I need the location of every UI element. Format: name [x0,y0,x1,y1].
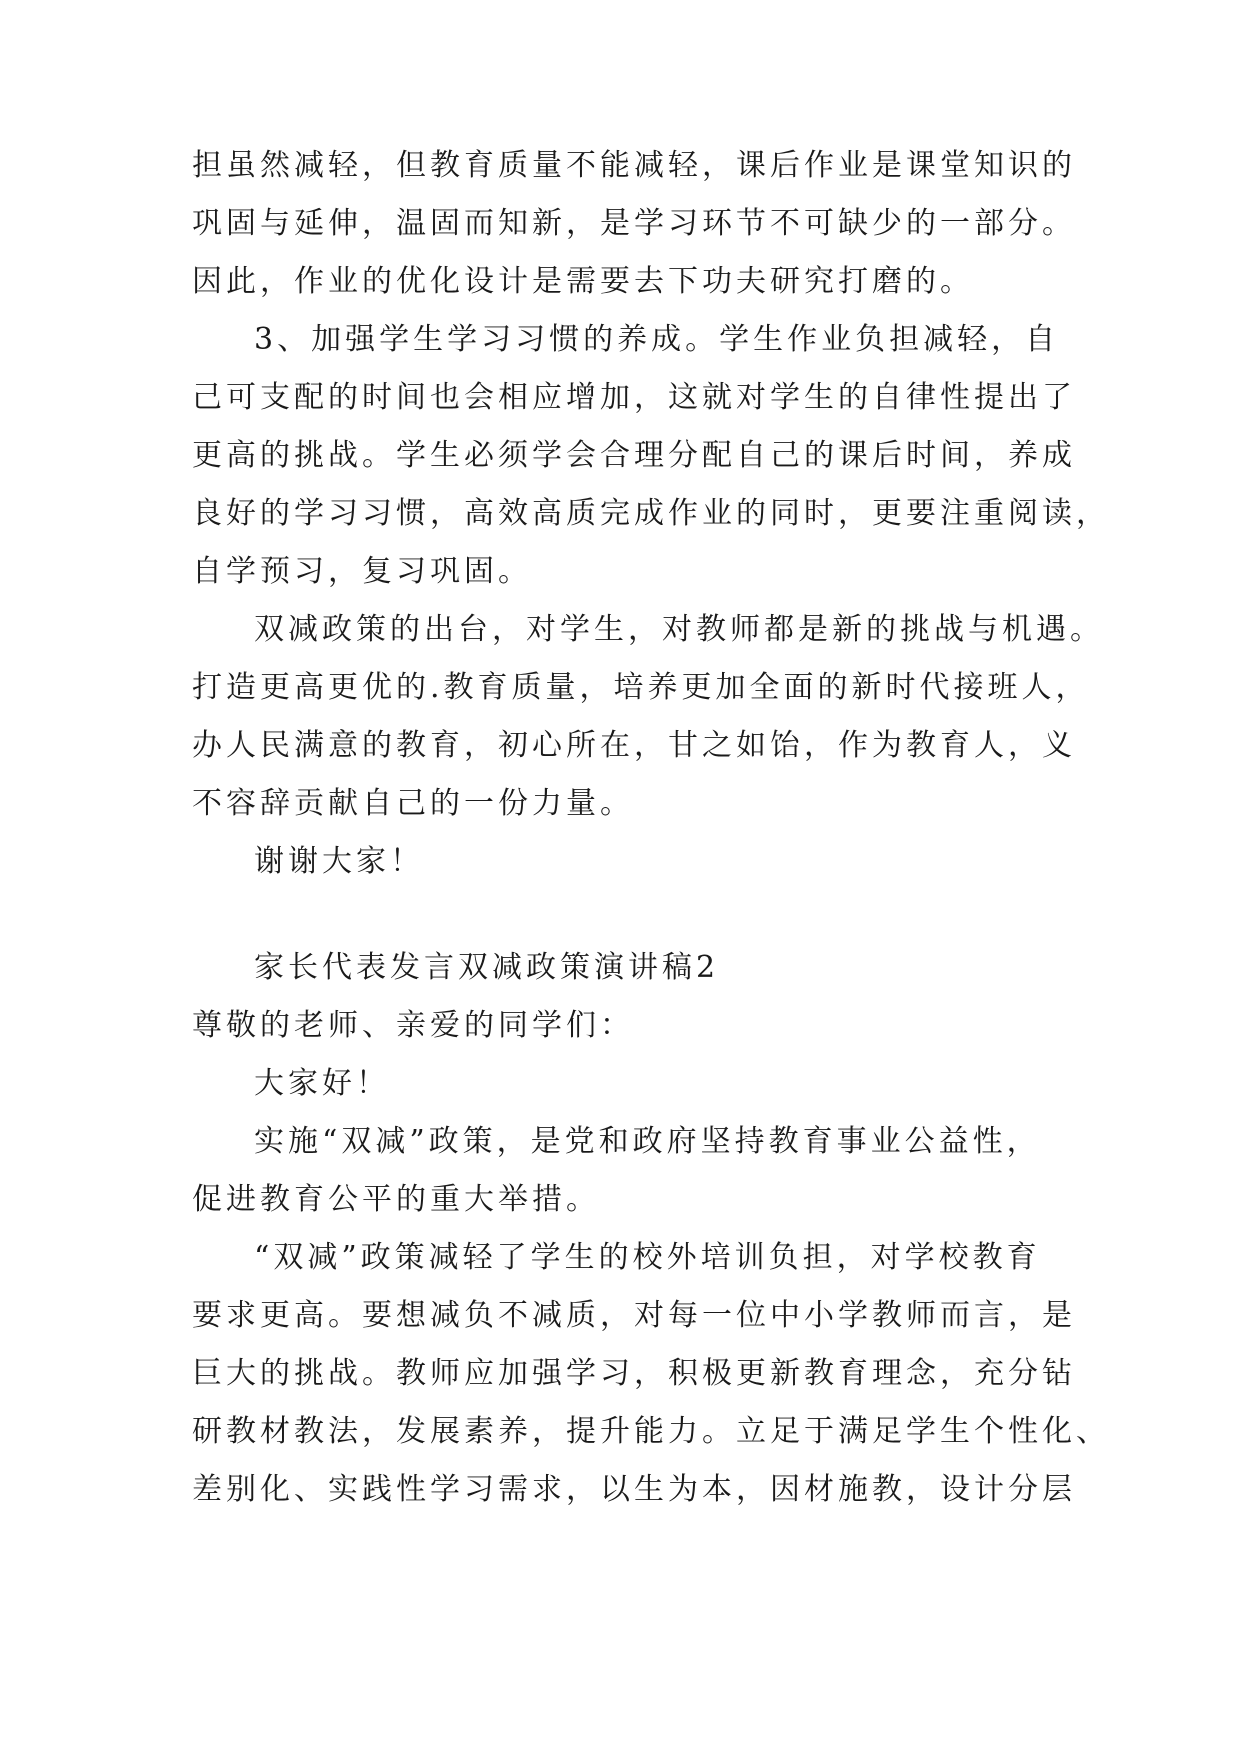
salutation: 尊敬的老师、亲爱的同学们： [192,1008,634,1043]
text-line: 良好的学习习惯，高效高质完成作业的同时，更要注重阅读， [192,496,1110,531]
text-line: 促进教育公平的重大举措。 [192,1182,600,1217]
text-line: 自学预习，复习巩固。 [192,554,532,589]
text-line: 研教材教法，发展素养，提升能力。立足于满足学生个性化、 [192,1414,1110,1449]
text-line: 担虽然减轻，但教育质量不能减轻，课后作业是课堂知识的 [192,148,1076,183]
text-line: 因此，作业的优化设计是需要去下功夫研究打磨的。 [192,264,974,299]
text-line: 双减政策的出台，对学生，对教师都是新的挑战与机遇。 [254,612,1104,647]
text-line: 己可支配的时间也会相应增加，这就对学生的自律性提出了 [192,380,1076,415]
text-line: 差别化、实践性学习需求，以生为本，因材施教，设计分层 [192,1472,1076,1507]
text-line: 巩固与延伸，温固而知新，是学习环节不可缺少的一部分。 [192,206,1076,241]
text-line: 不容辞贡献自己的一份力量。 [192,786,634,821]
text-line: 3、加强学生学习习惯的养成。学生作业负担减轻，自 [254,322,1060,357]
greeting: 大家好！ [254,1066,390,1101]
text-line: 巨大的挑战。教师应加强学习，积极更新教育理念，充分钻 [192,1356,1076,1391]
text-line: 要求更高。要想减负不减质，对每一位中小学教师而言，是 [192,1298,1076,1333]
text-line: 办人民满意的教育，初心所在，甘之如饴，作为教育人，义 [192,728,1076,763]
text-line: “双减”政策减轻了学生的校外培训负担，对学校教育 [254,1240,1041,1275]
text-line: 更高的挑战。学生必须学会合理分配自己的课后时间，养成 [192,438,1076,473]
text-line: 实施“双减”政策，是党和政府坚持教育事业公益性， [254,1124,1041,1159]
section-title: 家长代表发言双减政策演讲稿2 [254,950,720,985]
text-line: 打造更高更优的.教育质量，培养更加全面的新时代接班人， [192,670,1090,705]
closing-thanks: 谢谢大家！ [254,844,424,879]
